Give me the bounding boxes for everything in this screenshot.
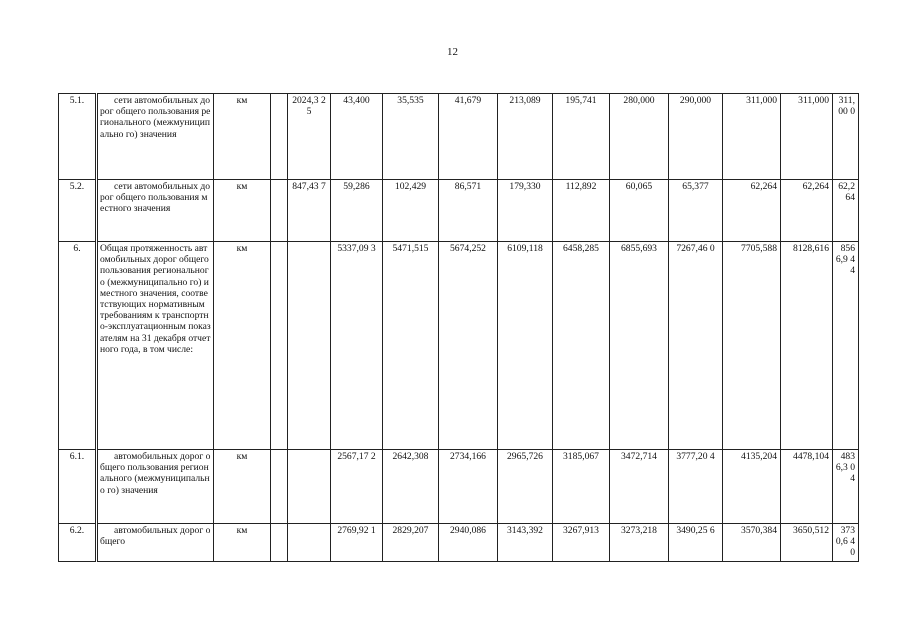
indicator-description — [97, 242, 214, 450]
row-number: 6.1. — [59, 450, 97, 524]
value-cell: 3777,20 4 — [669, 450, 723, 524]
indicator-description — [97, 524, 214, 562]
indicator-description-text: Общая протяженность автомобильных дорог общего пользования регионального (межмуниципально го) и местного значения, соответствующих нормативным требованиям к транспортно-эксплуатационным показателям на 31 декабря отчетного года, в том числе: — [100, 243, 211, 355]
table-row — [59, 242, 859, 450]
value-cell: 62,264 — [723, 180, 781, 242]
value-cell: 86,571 — [439, 180, 498, 242]
value-cell: 7705,588 — [723, 242, 781, 450]
value-cell: 112,892 — [553, 180, 610, 242]
table-row — [59, 94, 859, 180]
value-cell: 43,400 — [331, 94, 383, 180]
value-cell: 311,000 — [781, 94, 833, 180]
value-cell: 5674,252 — [439, 242, 498, 450]
unit-cell: км — [214, 180, 271, 242]
value-cell: 3143,392 — [498, 524, 553, 562]
indicator-description — [97, 450, 214, 524]
base-value-cell — [271, 242, 288, 450]
value-cell: 2769,92 1 — [331, 524, 383, 562]
base-value-cell — [271, 524, 288, 562]
value-cell — [288, 524, 331, 562]
value-cell: 6855,693 — [610, 242, 669, 450]
page-number: 12 — [447, 46, 458, 58]
value-cell: 311,000 — [723, 94, 781, 180]
row-number: 6.2. — [59, 524, 97, 562]
value-cell: 62,264 — [781, 180, 833, 242]
value-cell: 2965,726 — [498, 450, 553, 524]
table-row — [59, 180, 859, 242]
indicator-description-text: автомобильных дорог общего пользования регионального (межмуниципально го) значения — [100, 451, 211, 496]
value-cell: 213,089 — [498, 94, 553, 180]
value-cell: 59,286 — [331, 180, 383, 242]
value-cell: 3730,6 40 — [833, 524, 859, 562]
value-cell: 7267,46 0 — [669, 242, 723, 450]
value-cell: 102,429 — [383, 180, 439, 242]
unit-cell: км — [214, 450, 271, 524]
value-cell: 3267,913 — [553, 524, 610, 562]
value-cell — [288, 450, 331, 524]
row-number: 5.1. — [59, 94, 97, 180]
indicator-description-text: сети автомобильных дорог общего пользования местного значения — [100, 181, 211, 215]
base-value-cell — [271, 94, 288, 180]
value-cell: 280,000 — [610, 94, 669, 180]
unit-cell: км — [214, 94, 271, 180]
value-cell: 35,535 — [383, 94, 439, 180]
row-number: 5.2. — [59, 180, 97, 242]
value-cell: 2734,166 — [439, 450, 498, 524]
value-cell: 8128,616 — [781, 242, 833, 450]
value-cell: 311,00 0 — [833, 94, 859, 180]
value-cell: 179,330 — [498, 180, 553, 242]
value-cell: 4836,3 04 — [833, 450, 859, 524]
value-cell: 2642,308 — [383, 450, 439, 524]
row-number: 6. — [59, 242, 97, 450]
value-cell: 2829,207 — [383, 524, 439, 562]
value-cell: 3650,512 — [781, 524, 833, 562]
value-cell: 4478,104 — [781, 450, 833, 524]
base-value-cell — [271, 450, 288, 524]
value-cell: 3570,384 — [723, 524, 781, 562]
table-row — [59, 524, 859, 562]
indicator-description-text: сети автомобильных дорог общего пользования регионального (межмуниципально го) значения — [100, 95, 211, 140]
value-cell: 2940,086 — [439, 524, 498, 562]
value-cell: 847,43 7 — [288, 180, 331, 242]
value-cell: 195,741 — [553, 94, 610, 180]
indicator-description — [97, 180, 214, 242]
value-cell: 290,000 — [669, 94, 723, 180]
value-cell: 6458,285 — [553, 242, 610, 450]
base-value-cell — [271, 180, 288, 242]
value-cell: 3490,25 6 — [669, 524, 723, 562]
value-cell: 3185,067 — [553, 450, 610, 524]
value-cell: 8566,9 44 — [833, 242, 859, 450]
value-cell: 65,377 — [669, 180, 723, 242]
value-cell: 5471,515 — [383, 242, 439, 450]
value-cell: 62,264 — [833, 180, 859, 242]
unit-cell: км — [214, 524, 271, 562]
value-cell: 3472,714 — [610, 450, 669, 524]
value-cell: 6109,118 — [498, 242, 553, 450]
unit-cell: км — [214, 242, 271, 450]
value-cell — [288, 242, 331, 450]
indicator-table — [58, 93, 859, 562]
value-cell: 2567,17 2 — [331, 450, 383, 524]
value-cell: 5337,09 3 — [331, 242, 383, 450]
value-cell: 4135,204 — [723, 450, 781, 524]
value-cell: 41,679 — [439, 94, 498, 180]
value-cell: 2024,3 25 — [288, 94, 331, 180]
value-cell: 3273,218 — [610, 524, 669, 562]
value-cell: 60,065 — [610, 180, 669, 242]
indicator-description-text: автомобильных дорог общего — [100, 525, 211, 548]
indicator-description — [97, 94, 214, 180]
table-row — [59, 450, 859, 524]
